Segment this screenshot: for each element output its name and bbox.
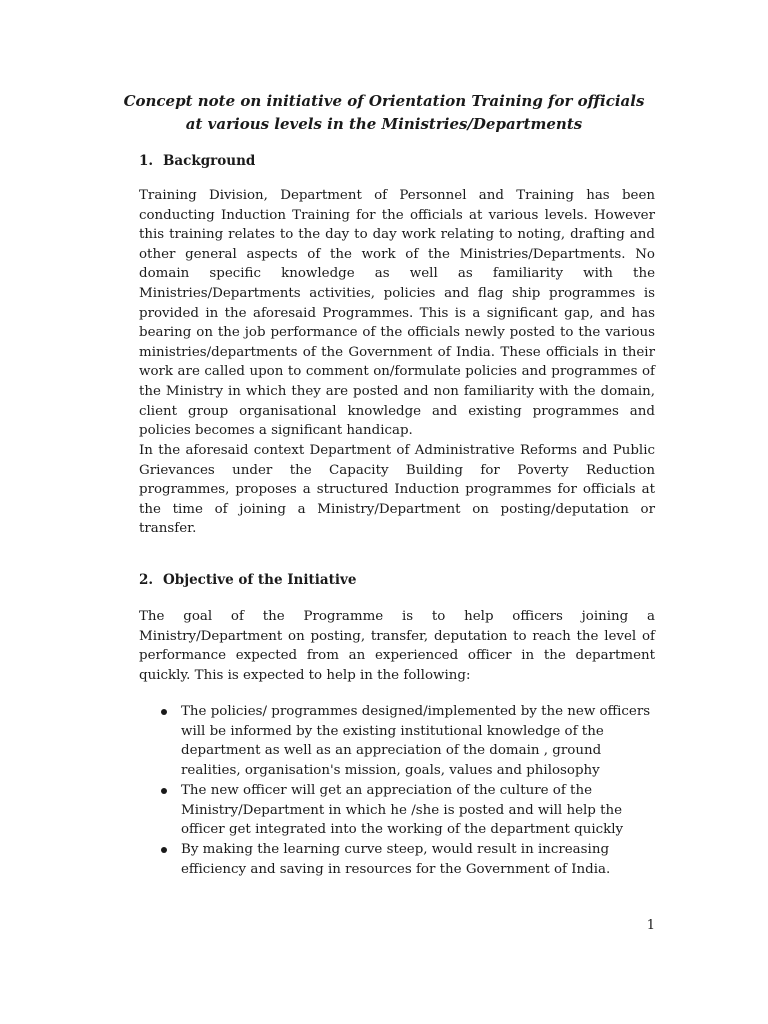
section-heading-text: Background xyxy=(163,153,256,169)
list-item xyxy=(157,840,651,879)
list-item-text: The policies/ programmes designed/implemented by the new officers will be informed by the existing institutional knowledge of the department as well as an appreciation of the domain , ground realities, organisation's mission, goals, values and philosophy xyxy=(181,704,651,779)
objective-bullet-list xyxy=(157,702,651,879)
page-number: 1 xyxy=(646,918,655,933)
section-heading-background xyxy=(139,151,255,171)
section-number: 1. xyxy=(139,153,154,169)
list-item-text: By making the learning curve steep, would result in increasing efficiency and saving in resources for the Government of India. xyxy=(181,841,611,877)
bullet-icon xyxy=(161,847,167,853)
objective-paragraph: The goal of the Programme is to help officers joining a Ministry/Department on posting, transfer, deputation to reach the level of performance expected from an experienced officer in the department quickly. This is expected to help in the following: xyxy=(139,609,655,683)
document-title: Concept note on initiative of Orientation Training for officials at various levels in the Ministries/Departments xyxy=(123,92,645,133)
section-number: 2. xyxy=(139,572,154,588)
list-item xyxy=(157,702,651,781)
background-paragraph-1: Training Division, Department of Personnel and Training has been conducting Induction Training for the officials at various levels. However this training relates to the day to day work relating to noting, drafting and other general aspects of the work of the Ministries/Departments. No domain specific knowledge as well as familiarity with the Ministries/Departments activities, policies and flag ship programmes is provided in the aforesaid Programmes. This is a significant gap, and has bearing on the job performance of the officials newly posted to the various ministries/departments of the Government of India. These officials in their work are called upon to comment on/formulate policies and programmes of the Ministry in which they are posted and non familiarity with the domain, client group organisational knowledge and existing programmes and policies becomes a significant handicap. xyxy=(139,188,655,439)
section-heading-text: Objective of the Initiative xyxy=(163,572,357,588)
list-item xyxy=(157,781,651,840)
section-heading-objective xyxy=(139,570,356,590)
bullet-icon xyxy=(161,709,167,715)
bullet-icon xyxy=(161,788,167,794)
background-paragraph-2: In the aforesaid context Department of Administrative Reforms and Public Grievances under the Capacity Building for Poverty Reduction programmes, proposes a structured Induction programmes for officials at the time of joining a Ministry/Department on posting/deputation or transfer. xyxy=(139,443,655,537)
list-item-text: The new officer will get an appreciation of the culture of the Ministry/Department in which he /she is posted and will help the officer get integrated into the working of the department quickly xyxy=(181,782,624,838)
